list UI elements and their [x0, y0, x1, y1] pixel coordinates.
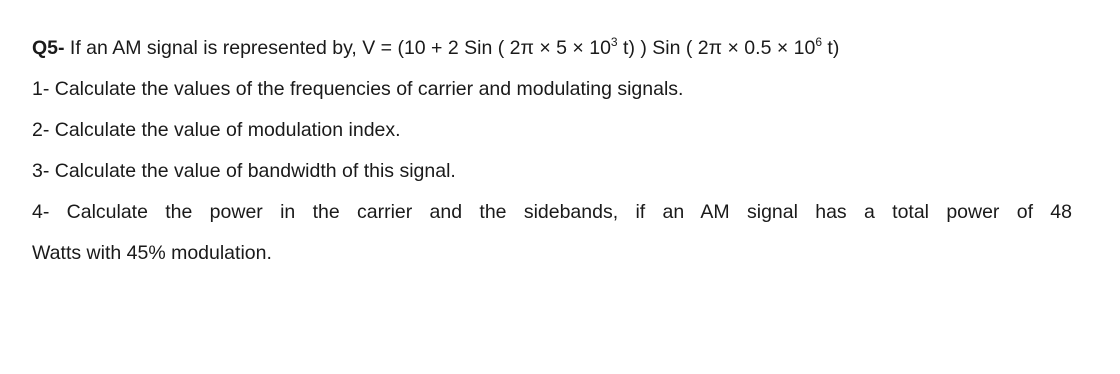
- question-end: t): [822, 37, 840, 59]
- question-number: Q5-: [32, 37, 65, 59]
- question-statement: [32, 28, 1072, 69]
- task-item-2: 2- Calculate the value of modulation index.: [32, 119, 401, 141]
- question-document: [32, 28, 1072, 274]
- task-item-3: 3- Calculate the value of bandwidth of this signal.: [32, 160, 456, 182]
- task-item-4-continuation: Watts with 45% modulation.: [32, 242, 272, 264]
- task-item-4: 4- Calculate the power in the carrier and the sidebands, if an AM signal has a total power of 48: [32, 201, 1072, 223]
- exponent-carrier: 6: [815, 35, 823, 49]
- question-mid: t) ) Sin ( 2π × 0.5 × 10: [617, 37, 816, 59]
- task-item-1: 1- Calculate the values of the frequencies of carrier and modulating signals.: [32, 78, 684, 100]
- exponent-modulating: 3: [610, 35, 618, 49]
- question-intro: If an AM signal is represented by, V = (10 + 2 Sin ( 2π × 5 × 10: [64, 37, 611, 59]
